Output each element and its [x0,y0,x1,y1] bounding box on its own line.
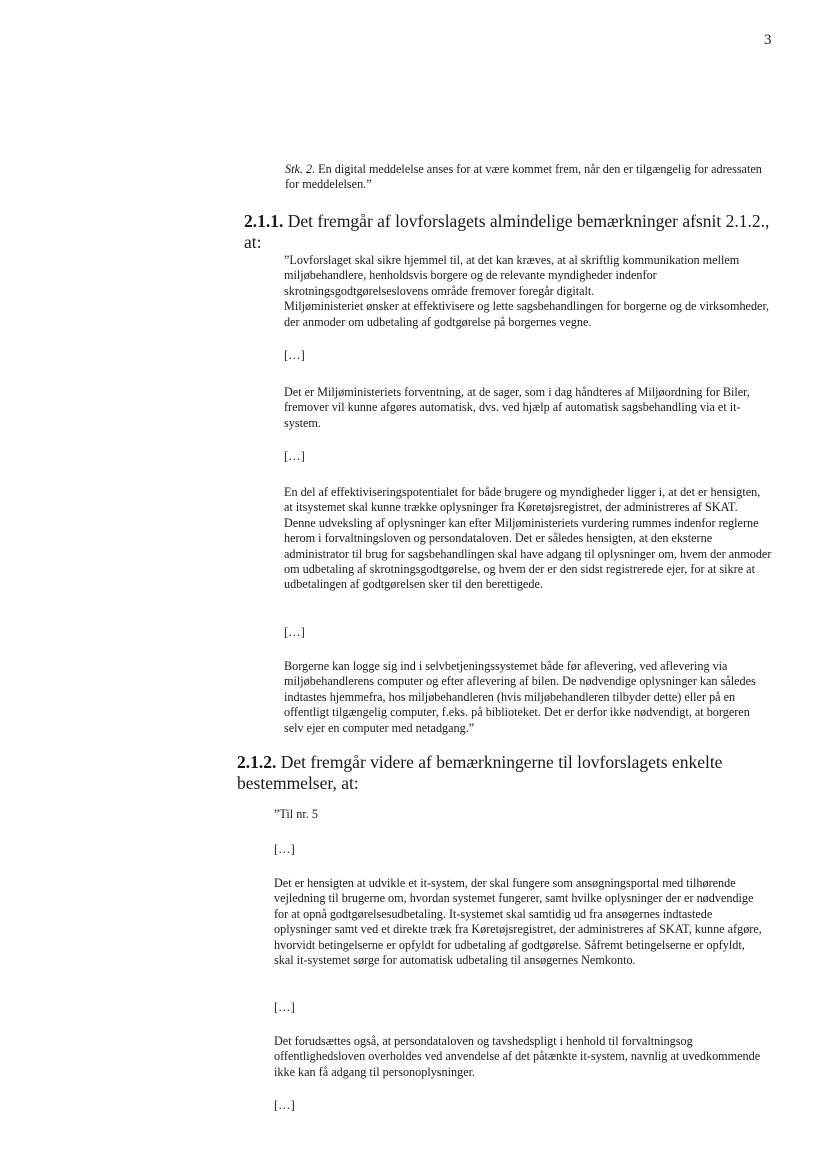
stk2-label: Stk. 2. [285,162,316,176]
ellipsis: […] [274,1098,295,1112]
til-nr-label: ”Til nr. 5 [274,807,318,821]
ellipsis: […] [284,348,305,362]
section-211-quote-2: Det er Miljøministeriets forventning, at de sager, som i dag håndteres af Miljøordning for Biler, fremover vil kunne afgøres automatisk, dvs. ved hjælp af automatisk sagsbehandling via et it-system. [284,385,750,430]
ellipsis: […] [274,1000,295,1014]
section-211-quote-1a: ”Lovforslaget skal sikre hjemmel til, at det kan kræves, at al skriftlig kommunikation mellem miljøbehandlere, henholdsvis borgere og de relevante myndigheder indenfor skrotningsgodtgørelseslovens område fremover foregår digitalt. [284,253,740,298]
section-211-number: 2.1.1. [244,211,284,231]
section-212-title: Det fremgår videre af bemærkningerne til lovforslagets enkelte bestemmelser, at: [237,752,723,793]
section-212-quote-2: Det forudsættes også, at persondataloven og tavshedspligt i henhold til forvaltningsog offentlighedsloven overholdes ved anvendelse af det påtænkte it-system, navnlig at uvedkommende ikke kan få adgang til personoplysninger. [274,1034,761,1079]
ellipsis: […] [284,449,305,463]
stk2-paragraph [285,162,775,193]
ellipsis: […] [284,625,305,639]
section-211-heading [244,211,784,253]
section-211-quote-3: En del af effektiviseringspotentialet for både brugere og myndigheder ligger i, at det er hensigten, at itsystemet skal kunne trække oplysninger fra Køretøjsregistret, der administreres af SKAT. Denne udveksling af oplysninger kan efter Miljøministeriets vurdering rummes indenfor reglerne herom i forvaltningsloven og persondataloven. Det er således hensigten, at den eksterne administrator til brug for sagsbehandlingen skal have adgang til oplysninger om, hvem der anmoder om udbetaling af skrotningsgodtgørelse, og hvem der er den sidst registrerede ejer, for at sikre at udbetalingen af godtgørelsen sker til den berettigede. [284,485,772,592]
section-212-quote-1: Det er hensigten at udvikle et it-system, der skal fungere som ansøgningsportal med tilhørende vejledning til brugerne om, hvordan systemet fungerer, samt hvilke oplysninger der er nødvendige for at opnå godtgørelsesudbetaling. It-systemet skal samtidig ud fra ansøgernes indtastede oplysninger samt ved et direkte træk fra Køretøjsregistret, der administreres af SKAT, kunne afgøre, hvorvidt betingelserne er opfyldt for udbetaling af godtgørelse. Såfremt betingelserne er opfyldt, skal it-systemet sørge for automatisk udbetaling til ansøgernes Nemkonto. [274,876,762,968]
section-211-quote-1b: Miljøministeriet ønsker at effektivisere og lette sagsbehandlingen for borgerne og de virksomheder, der anmoder om udbetaling af godtgørelse på borgernes vegne. [284,299,770,329]
section-212-number: 2.1.2. [237,752,277,772]
stk2-text: En digital meddelelse anses for at være kommet frem, når den er tilgængelig for adressaten for meddelelsen.” [285,162,762,192]
section-212-heading [237,752,757,794]
section-211-quote-1 [284,253,772,330]
section-211-title: Det fremgår af lovforslagets almindelige bemærkninger afsnit 2.1.2., at: [244,211,770,252]
page-number: 3 [764,32,772,48]
section-211-quote-4: Borgerne kan logge sig ind i selvbetjeningssystemet både før aflevering, ved aflevering via miljøbehandlerens computer og efter aflevering af bilen. De nødvendige oplysninger kan således indtastes hjemmefra, hos miljøbehandleren (hvis miljøbehandleren tilbyder dette) eller på en offentligt tilgængelig computer, f.eks. på biblioteket. Det er derfor ikke nødvendigt, at borgeren selv ejer en computer med netadgang.” [284,659,756,735]
ellipsis: […] [274,842,295,856]
